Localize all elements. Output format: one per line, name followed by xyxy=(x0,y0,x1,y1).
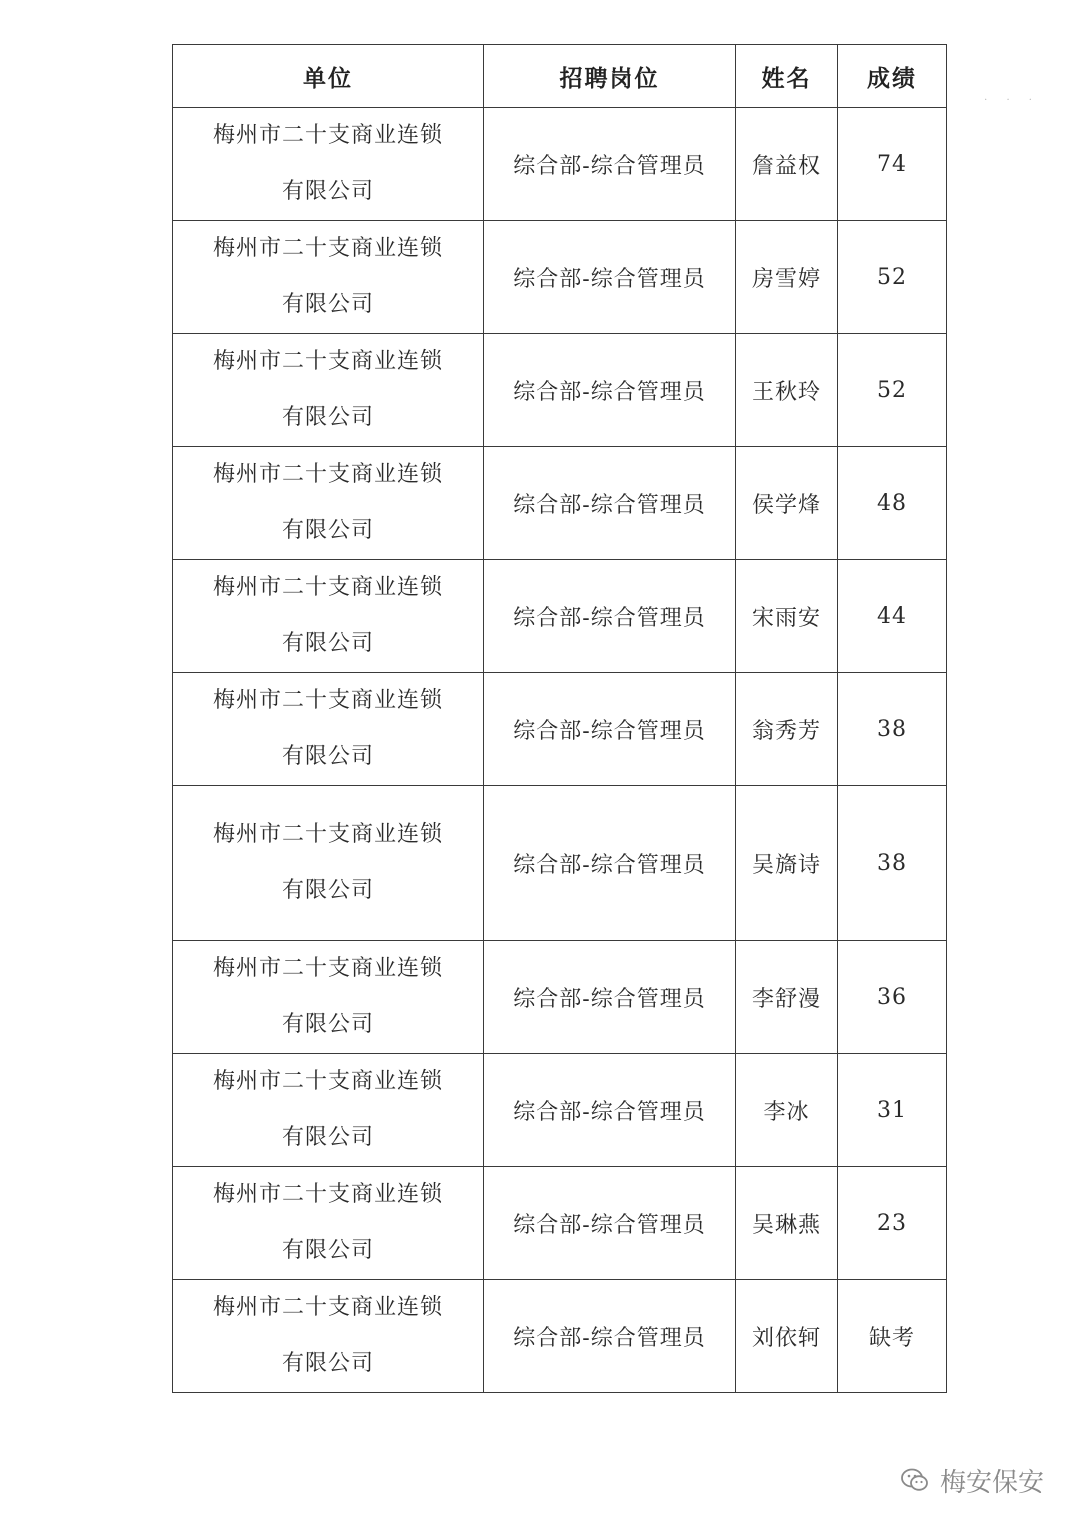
unit-line2: 有限公司 xyxy=(281,631,374,656)
cell-name: 房雪婷 xyxy=(736,221,838,334)
score-table-container xyxy=(172,44,946,1393)
unit-line1: 梅州市二十支商业连锁 xyxy=(212,1182,443,1207)
table-row xyxy=(173,1054,947,1167)
cell-name: 翁秀芳 xyxy=(736,673,838,786)
cell-name: 刘依轲 xyxy=(736,1280,838,1393)
unit-line1: 梅州市二十支商业连锁 xyxy=(212,123,443,148)
cell-unit xyxy=(173,786,484,941)
unit-line1: 梅州市二十支商业连锁 xyxy=(212,688,443,713)
unit-line2: 有限公司 xyxy=(281,1125,374,1150)
cell-position: 综合部-综合管理员 xyxy=(484,221,736,334)
cell-unit xyxy=(173,221,484,334)
cell-unit xyxy=(173,1280,484,1393)
watermark-text: 梅安保安 xyxy=(939,1467,1044,1498)
header-score: 成绩 xyxy=(838,45,947,108)
cell-unit xyxy=(173,941,484,1054)
cell-position: 综合部-综合管理员 xyxy=(484,1054,736,1167)
cell-position: 综合部-综合管理员 xyxy=(484,334,736,447)
unit-line1: 梅州市二十支商业连锁 xyxy=(212,956,443,981)
table-row xyxy=(173,221,947,334)
table-header-row xyxy=(173,45,947,108)
unit-line1: 梅州市二十支商业连锁 xyxy=(212,236,443,261)
unit-line2: 有限公司 xyxy=(281,1351,374,1376)
cell-unit xyxy=(173,1167,484,1280)
cell-score: 缺考 xyxy=(838,1280,947,1393)
table-row xyxy=(173,673,947,786)
cell-unit xyxy=(173,447,484,560)
cell-position: 综合部-综合管理员 xyxy=(484,786,736,941)
watermark xyxy=(900,1452,1044,1508)
cell-position: 综合部-综合管理员 xyxy=(484,560,736,673)
cell-name: 吴琳燕 xyxy=(736,1167,838,1280)
cell-unit xyxy=(173,673,484,786)
unit-line1: 梅州市二十支商业连锁 xyxy=(212,462,443,487)
unit-line2: 有限公司 xyxy=(281,405,374,430)
table-row xyxy=(173,560,947,673)
cell-position: 综合部-综合管理员 xyxy=(484,1280,736,1393)
header-position: 招聘岗位 xyxy=(484,45,736,108)
table-row xyxy=(173,941,947,1054)
cell-name: 宋雨安 xyxy=(736,560,838,673)
cell-score: 52 xyxy=(838,334,947,447)
cell-score: 74 xyxy=(838,108,947,221)
cell-unit xyxy=(173,334,484,447)
cell-name: 王秋玲 xyxy=(736,334,838,447)
cell-score: 38 xyxy=(838,786,947,941)
unit-line2: 有限公司 xyxy=(281,878,374,903)
cell-score: 31 xyxy=(838,1054,947,1167)
header-unit: 单位 xyxy=(173,45,484,108)
cell-position: 综合部-综合管理员 xyxy=(484,1167,736,1280)
cell-position: 综合部-综合管理员 xyxy=(484,447,736,560)
header-name: 姓名 xyxy=(736,45,838,108)
cell-name: 詹益权 xyxy=(736,108,838,221)
unit-line2: 有限公司 xyxy=(281,518,374,543)
score-table xyxy=(172,44,947,1393)
unit-line1: 梅州市二十支商业连锁 xyxy=(212,1069,443,1094)
wechat-icon xyxy=(900,1465,930,1495)
unit-line1: 梅州市二十支商业连锁 xyxy=(212,575,443,600)
unit-line2: 有限公司 xyxy=(281,1012,374,1037)
cell-name: 李舒漫 xyxy=(736,941,838,1054)
unit-line2: 有限公司 xyxy=(281,292,374,317)
unit-line2: 有限公司 xyxy=(281,1238,374,1263)
cell-unit xyxy=(173,108,484,221)
cell-name: 吴旖诗 xyxy=(736,786,838,941)
unit-line1: 梅州市二十支商业连锁 xyxy=(212,1295,443,1320)
unit-line2: 有限公司 xyxy=(281,179,374,204)
unit-line1: 梅州市二十支商业连锁 xyxy=(212,822,443,847)
cell-position: 综合部-综合管理员 xyxy=(484,108,736,221)
table-row xyxy=(173,108,947,221)
scan-speckles: · · · xyxy=(984,95,1040,106)
cell-position: 综合部-综合管理员 xyxy=(484,941,736,1054)
cell-unit xyxy=(173,1054,484,1167)
cell-name: 李冰 xyxy=(736,1054,838,1167)
cell-score: 48 xyxy=(838,447,947,560)
cell-score: 52 xyxy=(838,221,947,334)
cell-score: 23 xyxy=(838,1167,947,1280)
table-row xyxy=(173,447,947,560)
cell-score: 44 xyxy=(838,560,947,673)
cell-unit xyxy=(173,560,484,673)
cell-position: 综合部-综合管理员 xyxy=(484,673,736,786)
table-row xyxy=(173,334,947,447)
table-row xyxy=(173,1167,947,1280)
cell-score: 36 xyxy=(838,941,947,1054)
table-row xyxy=(173,1280,947,1393)
unit-line2: 有限公司 xyxy=(281,744,374,769)
cell-name: 侯学烽 xyxy=(736,447,838,560)
table-row xyxy=(173,786,947,941)
cell-score: 38 xyxy=(838,673,947,786)
unit-line1: 梅州市二十支商业连锁 xyxy=(212,349,443,374)
